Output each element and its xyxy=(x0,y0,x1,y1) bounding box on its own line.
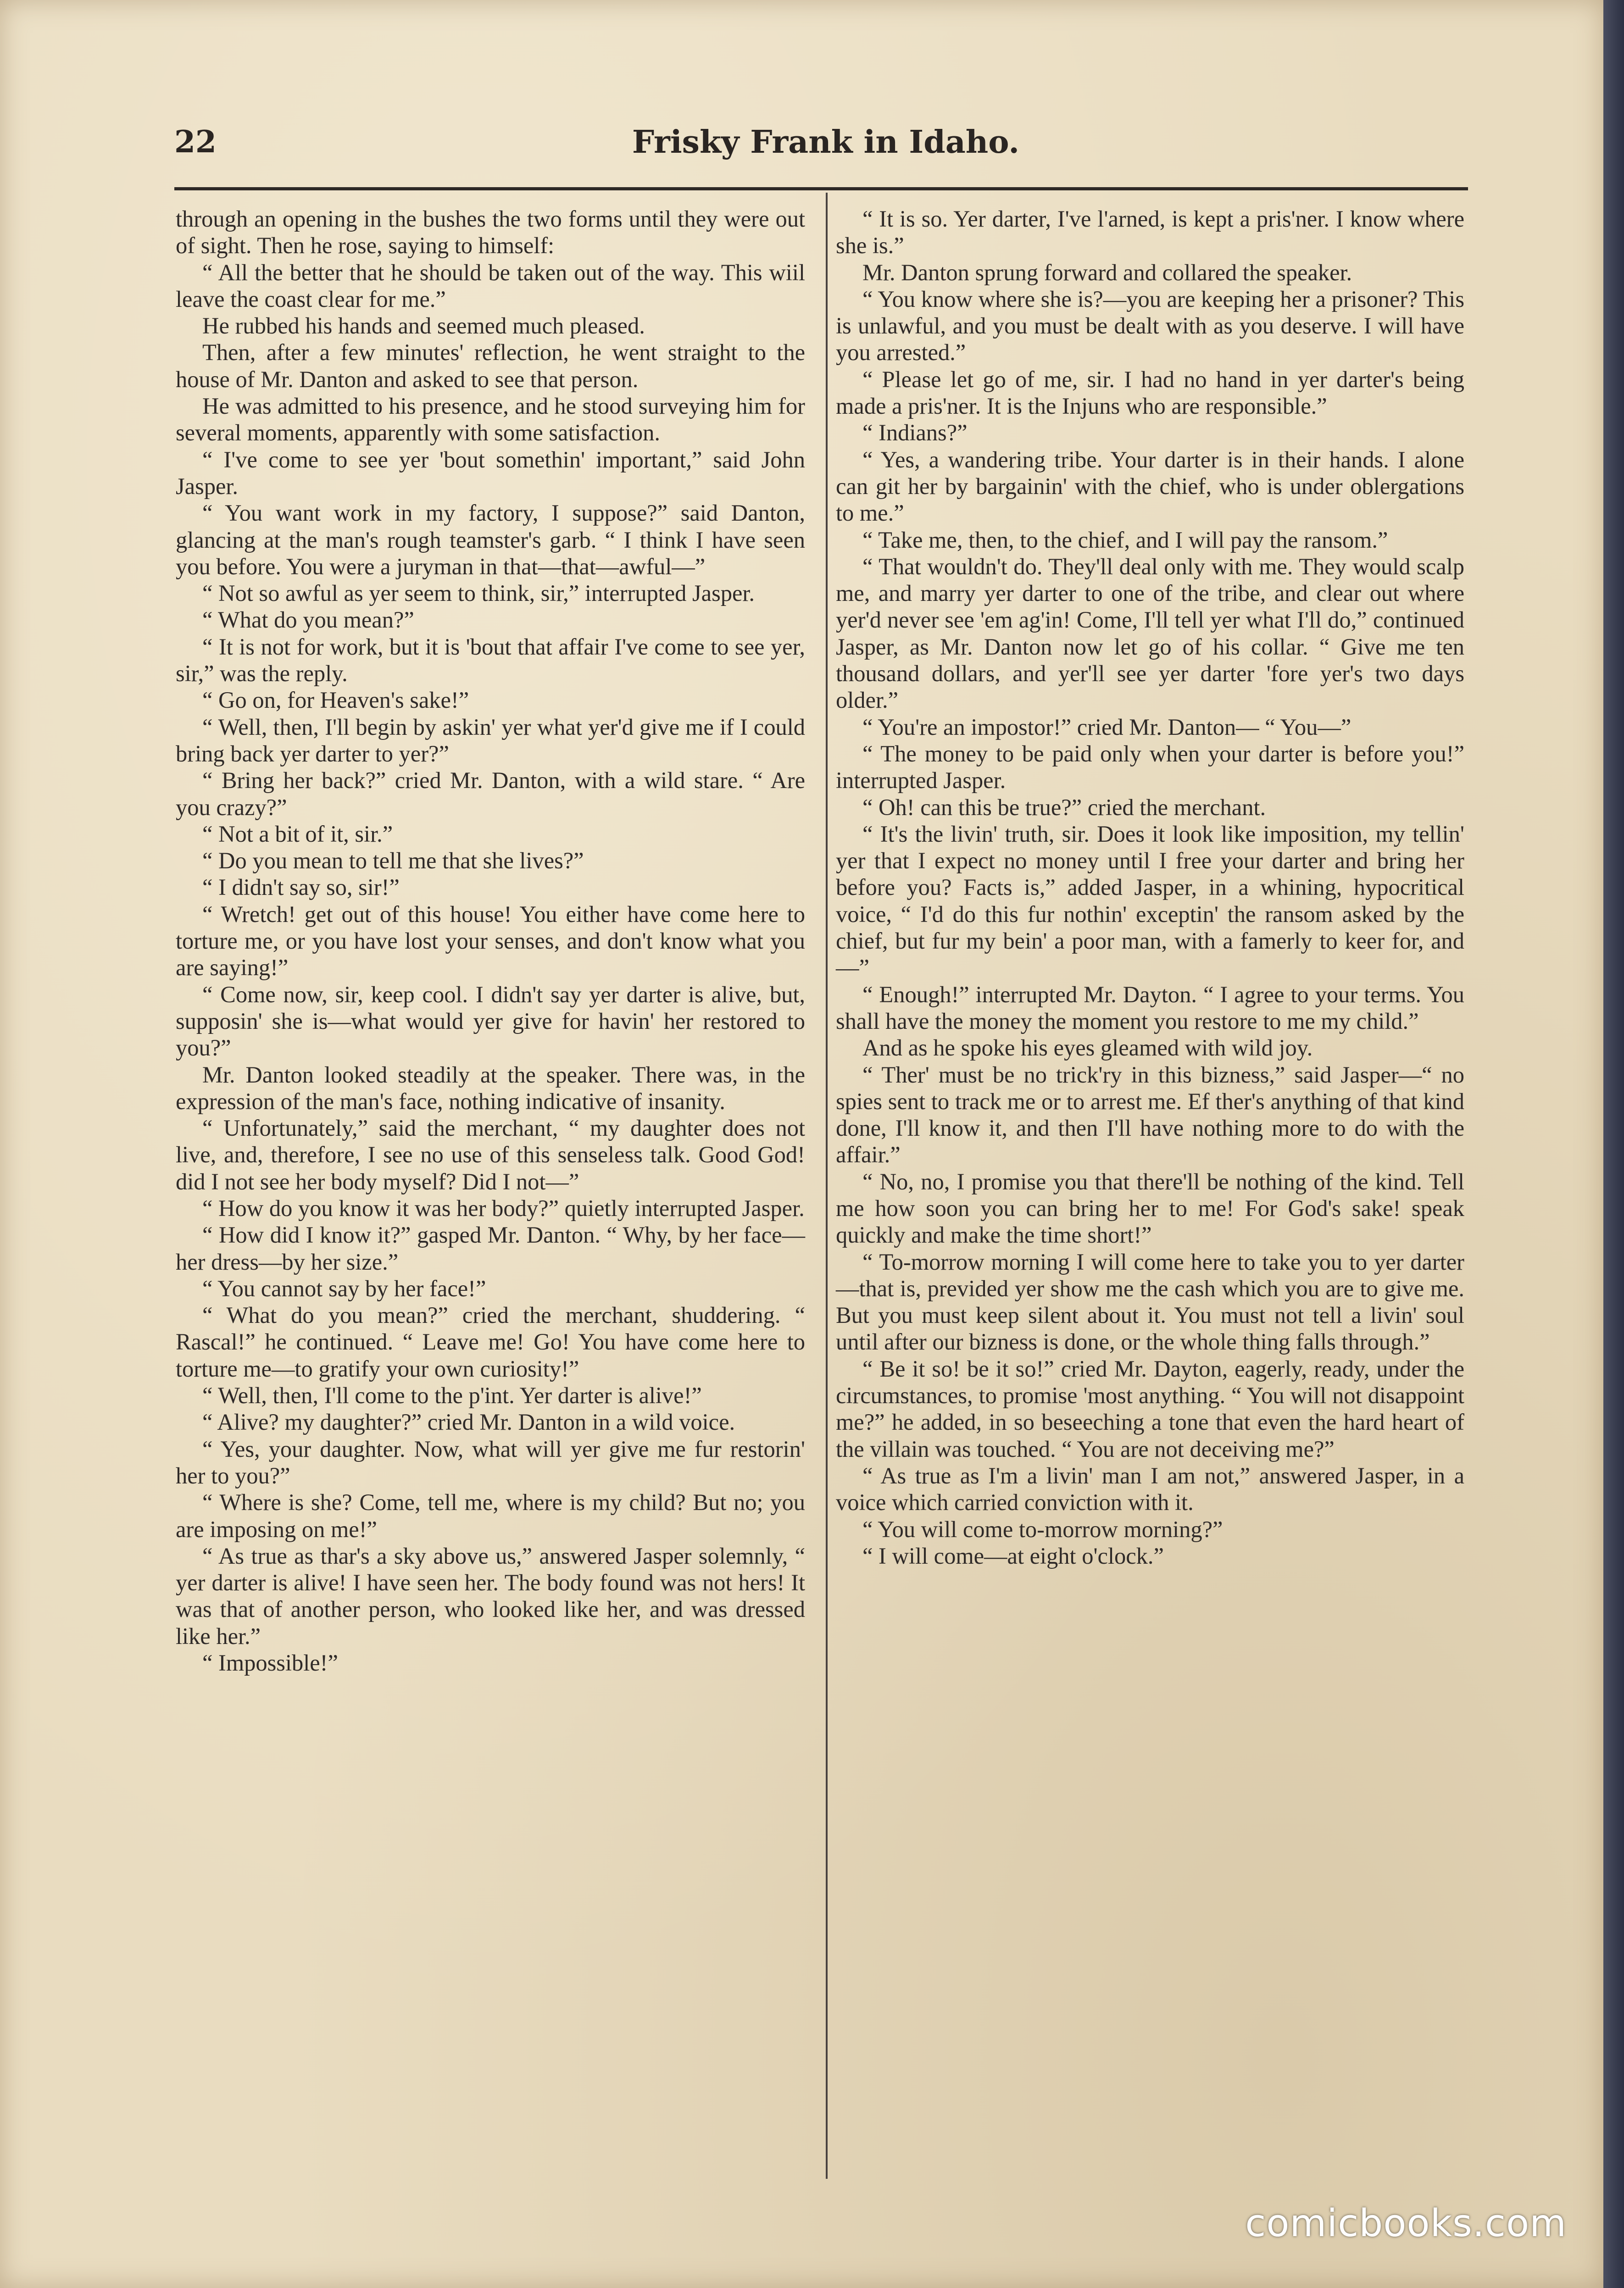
paragraph: “ Yes, a wandering tribe. Your darter is in their hands. I alone can git her by bargainin' with the chief, who is under oblergations to me.” xyxy=(836,446,1464,526)
paragraph: “ Unfortunately,” said the merchant, “ my daughter does not live, and, therefore, I see no use of this senseless talk. Good God! did I not see her body myself? Did I not—” xyxy=(176,1115,805,1194)
paragraph: “ Indians?” xyxy=(862,420,968,446)
paragraph: “ It is so. Yer darter, I've l'arned, is kept a pris'ner. I know where she is.” xyxy=(836,206,1464,259)
paragraph: “ Come now, sir, keep cool. I didn't say yer darter is alive, but, supposin' she is—what would yer give for havin' her restored to you?” xyxy=(176,981,805,1061)
paragraph: “ To-morrow morning I will come here to take you to yer darter—that is, previded yer show me the cash which you are to give me. But you must keep silent about it. You must not tell a livin' soul until after our bizness is done, or the whole thing falls through.” xyxy=(836,1249,1464,1355)
paragraph: “ Yes, your daughter. Now, what will yer give me fur restorin' her to you?” xyxy=(176,1436,805,1488)
paragraph: “ You're an impostor!” cried Mr. Danton— “ You—” xyxy=(862,714,1351,740)
header-rule xyxy=(174,187,1468,190)
paragraph: “ Please let go of me, sir. I had no hand in yer darter's being made a pris'ner. It is the Injuns who are responsible.” xyxy=(836,366,1464,419)
page-number: 22 xyxy=(174,124,217,160)
right-column xyxy=(836,205,1464,1569)
paragraph: “ No, no, I promise you that there'll be nothing of the kind. Tell me how soon you can bring her to me! For God's sake! speak quickly and make the time short!” xyxy=(836,1168,1464,1248)
paragraph: Mr. Danton looked steadily at the speaker. There was, in the expression of the man's face, nothing indicative of insanity. xyxy=(176,1061,805,1114)
paragraph: “ I didn't say so, sir!” xyxy=(202,874,400,900)
paragraph: “ Wretch! get out of this house! You either have come here to torture me, or you have lost your senses, and don't know what you are saying!” xyxy=(176,901,805,981)
paragraph: He was admitted to his presence, and he stood surveying him for several moments, apparently with some satisfaction. xyxy=(176,393,805,446)
paragraph: “ Do you mean to tell me that she lives?” xyxy=(202,848,584,874)
paragraph: “ I've come to see yer 'bout somethin' important,” said John Jasper. xyxy=(176,446,805,499)
paragraph: “ Well, then, I'll begin by askin' yer what yer'd give me if I could bring back yer darter to yer?” xyxy=(176,714,805,766)
paragraph: “ Ther' must be no trick'ry in this bizness,” said Jasper—“ no spies sent to track me or to arrest me. Ef ther's anything of that kind done, I'll know it, and then I'll have nothing more to do with the affair.” xyxy=(836,1061,1464,1168)
paragraph: “ Be it so! be it so!” cried Mr. Dayton, eagerly, ready, under the circumstances, to promise 'most anything. “ You will not disappoint me?” he added, in so beseeching a tone that even the hard heart of the villain was touched. “ You are not deceiving me?” xyxy=(836,1355,1464,1462)
paragraph: “ You want work in my factory, I suppose?” said Danton, glancing at the man's rough teamster's garb. “ I think I have seen you before. You were a juryman in that—that—awful—” xyxy=(176,500,805,579)
paragraph: He rubbed his hands and seemed much pleased. xyxy=(202,313,645,339)
paragraph: “ That wouldn't do. They'll deal only with me. They would scalp me, and marry yer darter to one of the tribe, and clear out where yer'd never see 'em ag'in! Come, I'll tell yer what I'll do,” continued Jasper, as Mr. Danton now let go of his collar. “ Give me ten thousand dollars, and yer'll see yer darter 'fore yer's two days older.” xyxy=(836,553,1464,713)
left-column xyxy=(176,205,805,1676)
paragraph: “ Take me, then, to the chief, and I will pay the ransom.” xyxy=(862,527,1388,553)
paragraph: “ Not a bit of it, sir.” xyxy=(202,821,393,847)
paragraph: through an opening in the bushes the two forms until they were out of sight. Then he rose, saying to himself: xyxy=(176,206,805,259)
paragraph: “ How do you know it was her body?” quietly interrupted Jasper. xyxy=(202,1195,805,1221)
paragraph: “ Alive? my daughter?” cried Mr. Danton in a wild voice. xyxy=(202,1409,735,1435)
paragraph: Mr. Danton sprung forward and collared the speaker. xyxy=(862,259,1352,285)
running-title: Frisky Frank in Idaho. xyxy=(632,124,1020,161)
paragraph: “ It's the livin' truth, sir. Does it look like imposition, my tellin' yer that I expect no money until I free your darter and bring her before you? Facts is,” added Jasper, in a whining, hypocritical voice, “ I'd do this fur nothin' exceptin' the ransom asked by the chief, but fur my bein' a poor man, with a famerly to keer for, and—” xyxy=(836,821,1464,981)
paragraph: “ Well, then, I'll come to the p'int. Yer darter is alive!” xyxy=(202,1383,702,1409)
paragraph: “ I will come—at eight o'clock.” xyxy=(862,1543,1164,1569)
paragraph: “ As true as thar's a sky above us,” answered Jasper solemnly, “ yer darter is alive! I have seen her. The body found was not hers! It was that of another person, who looked like her, and was dressed like her.” xyxy=(176,1543,805,1649)
paragraph: And as he spoke his eyes gleamed with wild joy. xyxy=(862,1035,1313,1061)
paragraph: “ Impossible!” xyxy=(202,1650,338,1676)
paragraph: “ Enough!” interrupted Mr. Dayton. “ I agree to your terms. You shall have the money the moment you restore to me my child.” xyxy=(836,981,1464,1034)
watermark: comicbooks.com xyxy=(1245,2202,1567,2245)
page-edge xyxy=(1603,0,1624,2288)
column-divider xyxy=(826,193,828,2179)
paragraph: “ Oh! can this be true?” cried the merchant. xyxy=(862,794,1266,820)
paragraph: “ You know where she is?—you are keeping her a prisoner? This is unlawful, and you must be dealt with as you deserve. I will have you arrested.” xyxy=(836,286,1464,366)
paragraph: “ Not so awful as yer seem to think, sir,” interrupted Jasper. xyxy=(202,580,755,606)
paragraph: “ What do you mean?” cried the merchant, shuddering. “ Rascal!” he continued. “ Leave me! Go! You have come here to torture me—to gratify your own curiosity!” xyxy=(176,1302,805,1382)
paragraph: “ Go on, for Heaven's sake!” xyxy=(202,687,469,713)
paragraph: “ What do you mean?” xyxy=(202,607,414,633)
paragraph: “ Where is she? Come, tell me, where is my child? But no; you are imposing on me!” xyxy=(176,1489,805,1542)
paragraph: “ Bring her back?” cried Mr. Danton, with a wild stare. “ Are you crazy?” xyxy=(176,767,805,820)
paragraph: “ All the better that he should be taken out of the way. This wiil leave the coast clear for me.” xyxy=(176,259,805,312)
paragraph: “ You cannot say by her face!” xyxy=(202,1275,486,1301)
paragraph: “ As true as I'm a livin' man I am not,” answered Jasper, in a voice which carried conviction with it. xyxy=(836,1462,1464,1516)
paragraph: “ You will come to-morrow morning?” xyxy=(862,1516,1223,1542)
page-header xyxy=(174,124,1477,174)
paragraph: “ It is not for work, but it is 'bout that affair I've come to see yer, sir,” was the reply. xyxy=(176,633,805,687)
paragraph: “ The money to be paid only when your darter is before you!” interrupted Jasper. xyxy=(836,740,1464,794)
paragraph: “ How did I know it?” gasped Mr. Danton. “ Why, by her face—her dress—by her size.” xyxy=(176,1222,805,1275)
paragraph: Then, after a few minutes' reflection, he went straight to the house of Mr. Danton and asked to see that person. xyxy=(176,339,805,392)
